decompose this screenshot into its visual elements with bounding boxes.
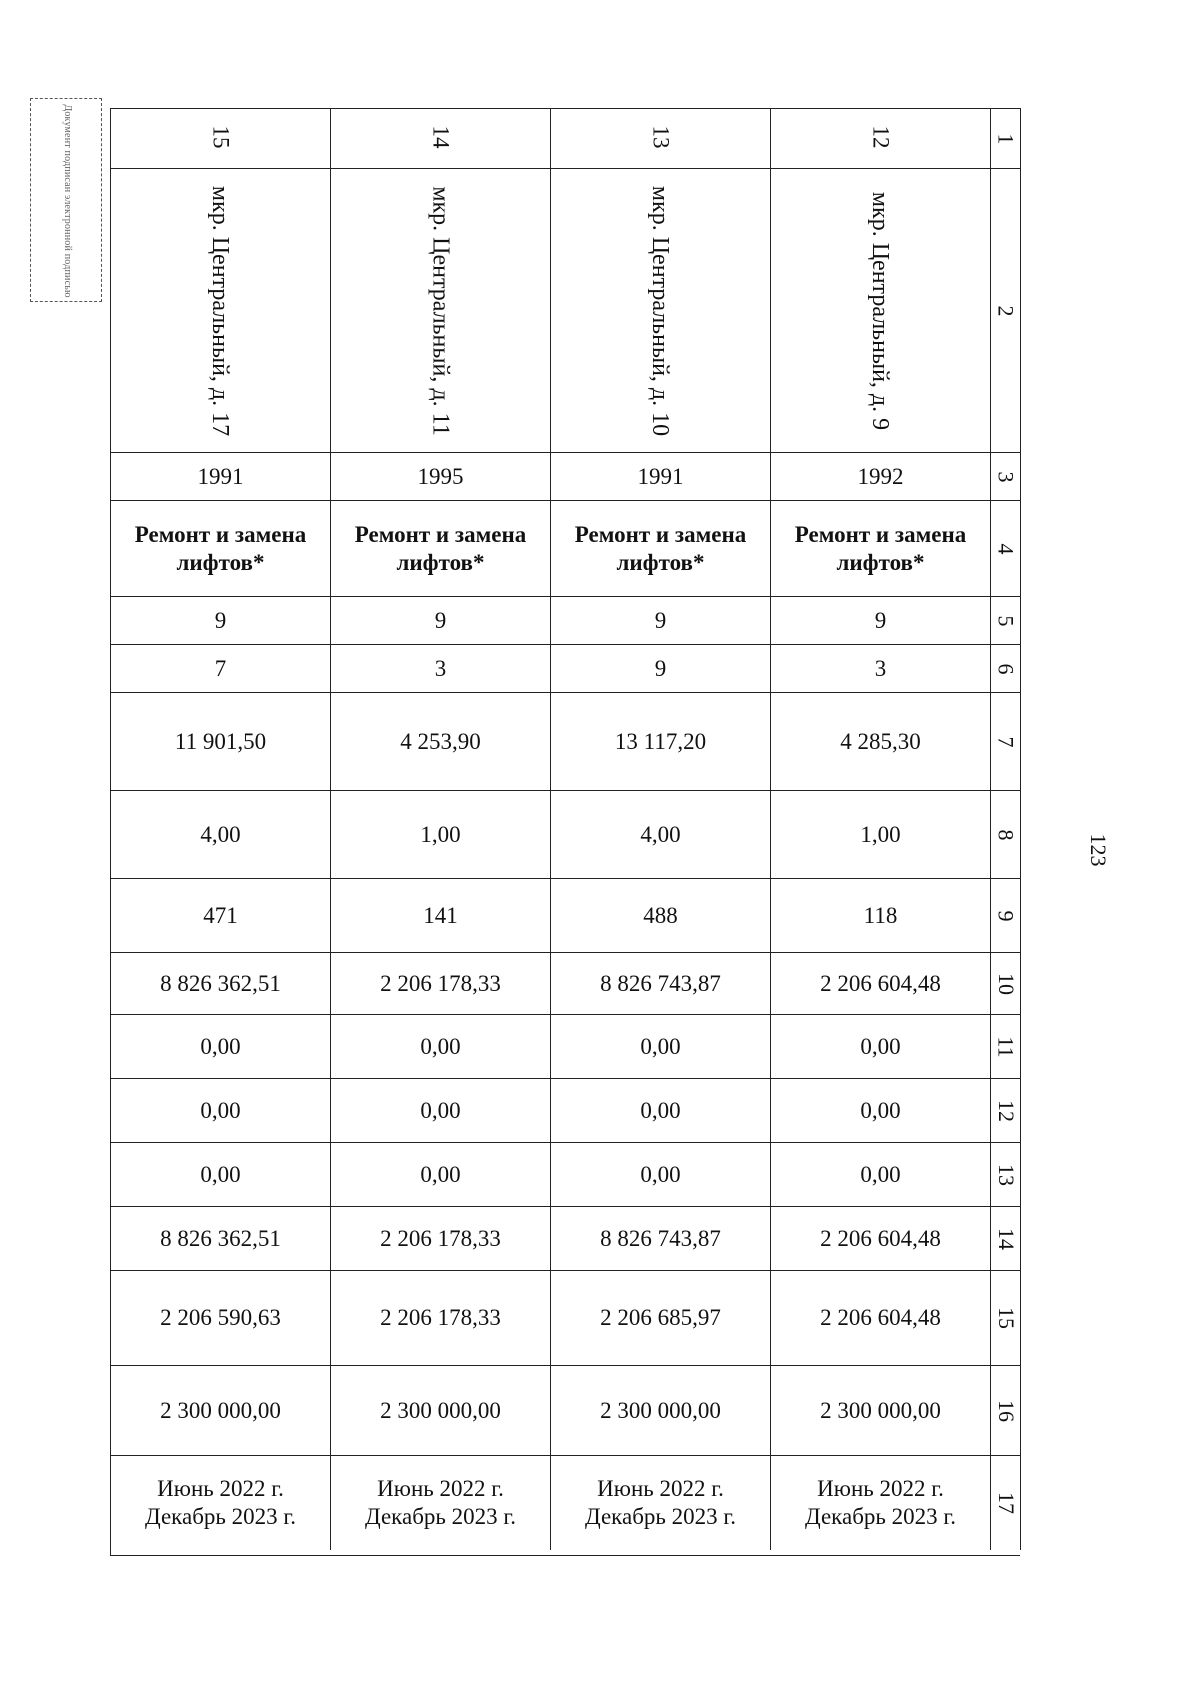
column-number: 6: [993, 663, 1019, 674]
cell-period: [551, 1455, 771, 1550]
cell-value-14: [331, 1206, 551, 1270]
area-text: 4 253,90: [400, 728, 481, 754]
value-16-text: 2 300 000,00: [160, 1397, 281, 1423]
column-number-cell: [991, 1142, 1021, 1206]
cell-floors: [551, 596, 771, 644]
column-number-cell: [991, 1455, 1021, 1550]
column-number: 11: [993, 1035, 1019, 1058]
column-number-cell: [991, 692, 1021, 790]
column-number-cell: [991, 168, 1021, 452]
value-16-text: 2 300 000,00: [820, 1397, 941, 1423]
column-number-cell: [991, 1365, 1021, 1455]
cell-entrances: [771, 644, 991, 692]
column-number-cell: [991, 952, 1021, 1014]
cell-area: [771, 692, 991, 790]
year-text: 1992: [857, 463, 904, 489]
cell-work-type: [551, 500, 771, 596]
period-text: Июнь 2022 г. Декабрь 2023 г.: [585, 1476, 736, 1529]
column-number-cell: [991, 1078, 1021, 1142]
cell-value-11: [331, 1014, 551, 1078]
cell-total-cost: [551, 952, 771, 1014]
area-text: 4 285,30: [840, 728, 921, 754]
cell-value-13: [111, 1142, 331, 1206]
residents-text: 488: [643, 902, 678, 928]
work-type-text: Ремонт и замена лифтов*: [574, 521, 747, 575]
cell-value-11: [551, 1014, 771, 1078]
column-number-cell: [991, 596, 1021, 644]
value-14-text: 8 826 362,51: [160, 1225, 281, 1251]
units-text: 1,00: [420, 821, 461, 847]
area-text: 13 117,20: [614, 728, 707, 754]
work-type-text: Ремонт и замена лифтов*: [794, 521, 967, 575]
total-cost-text: 2 206 604,48: [820, 970, 941, 996]
year-text: 1991: [637, 463, 684, 489]
row-number-text: 14: [428, 125, 454, 149]
cell-value-15: [331, 1270, 551, 1365]
cell-total-cost: [771, 952, 991, 1014]
column-number: 1: [993, 133, 1019, 144]
cell-year: [331, 452, 551, 500]
cell-units: [331, 790, 551, 878]
cell-floors: [331, 596, 551, 644]
column-number: 12: [993, 1099, 1019, 1122]
entrances-text: 3: [874, 655, 887, 681]
row-number-text: 15: [208, 125, 234, 149]
cell-area: [331, 692, 551, 790]
cell-work-type: [771, 500, 991, 596]
cell-address: [551, 168, 771, 452]
cell-value-11: [771, 1014, 991, 1078]
period-text: Июнь 2022 г. Декабрь 2023 г.: [805, 1476, 956, 1529]
column-number: 13: [993, 1163, 1019, 1186]
cell-period: [771, 1455, 991, 1550]
cell-units: [111, 790, 331, 878]
cell-total-cost: [331, 952, 551, 1014]
address-text: мкр. Центральный, д. 9: [867, 191, 894, 430]
cell-units: [551, 790, 771, 878]
cell-value-13: [331, 1142, 551, 1206]
column-number: 16: [993, 1399, 1019, 1422]
value-12-text: 0,00: [420, 1097, 461, 1123]
residents-text: 471: [203, 902, 238, 928]
value-13-text: 0,00: [640, 1161, 681, 1187]
value-13-text: 0,00: [200, 1161, 241, 1187]
column-number: 4: [993, 543, 1019, 554]
column-number: 3: [993, 471, 1019, 482]
value-14-text: 8 826 743,87: [600, 1225, 721, 1251]
cell-period: [331, 1455, 551, 1550]
total-cost-text: 2 206 178,33: [380, 970, 501, 996]
column-number-cell: [991, 108, 1021, 168]
value-11-text: 0,00: [200, 1033, 241, 1059]
year-text: 1991: [197, 463, 244, 489]
value-11-text: 0,00: [640, 1033, 681, 1059]
period-text: Июнь 2022 г. Декабрь 2023 г.: [145, 1476, 296, 1529]
value-15-text: 2 206 178,33: [380, 1305, 501, 1330]
column-number: 5: [993, 615, 1019, 626]
cell-value-12: [771, 1078, 991, 1142]
cell-value-16: [111, 1365, 331, 1455]
cell-value-16: [331, 1365, 551, 1455]
cell-address: [111, 168, 331, 452]
cell-residents: [771, 878, 991, 952]
floors-text: 9: [654, 607, 667, 633]
residents-text: 141: [423, 902, 458, 928]
cell-entrances: [111, 644, 331, 692]
cell-year: [771, 452, 991, 500]
address-text: мкр. Центральный, д. 11: [427, 185, 454, 436]
cell-work-type: [111, 500, 331, 596]
column-number-cell: [991, 1206, 1021, 1270]
value-15-text: 2 206 590,63: [160, 1305, 281, 1330]
units-text: 1,00: [860, 821, 901, 847]
cell-value-16: [551, 1365, 771, 1455]
address-text: мкр. Центральный, д. 17: [207, 185, 234, 436]
value-11-text: 0,00: [420, 1033, 461, 1059]
entrances-text: 3: [434, 655, 447, 681]
cell-value-13: [771, 1142, 991, 1206]
cell-value-12: [331, 1078, 551, 1142]
area-text: 11 901,50: [174, 728, 267, 754]
column-number: 10: [993, 972, 1019, 995]
column-number-cell: [991, 500, 1021, 596]
cell-value-15: [771, 1270, 991, 1365]
entrances-text: 7: [214, 655, 227, 681]
value-14-text: 2 206 178,33: [380, 1225, 501, 1251]
cell-area: [551, 692, 771, 790]
cell-address: [771, 168, 991, 452]
column-number-cell: [991, 790, 1021, 878]
cell-residents: [331, 878, 551, 952]
row-number-text: 13: [648, 125, 674, 149]
column-number-cell: [991, 452, 1021, 500]
cell-value-12: [111, 1078, 331, 1142]
value-12-text: 0,00: [860, 1097, 901, 1123]
cell-value-14: [771, 1206, 991, 1270]
cell-units: [771, 790, 991, 878]
lift-repair-table: [110, 108, 1020, 1556]
stamp-text: Документ подписан электронной подписью: [62, 104, 73, 298]
floors-text: 9: [214, 607, 227, 633]
column-number-cell: [991, 878, 1021, 952]
period-text: Июнь 2022 г. Декабрь 2023 г.: [365, 1476, 516, 1529]
electronic-signature-stamp: [30, 98, 102, 302]
cell-year: [551, 452, 771, 500]
value-16-text: 2 300 000,00: [600, 1397, 721, 1423]
value-12-text: 0,00: [640, 1097, 681, 1123]
row-number-text: 12: [868, 125, 894, 149]
cell-entrances: [331, 644, 551, 692]
address-text: мкр. Центральный, д. 10: [647, 185, 674, 436]
cell-value-14: [551, 1206, 771, 1270]
column-number-cell: [991, 1014, 1021, 1078]
cell-value-16: [771, 1365, 991, 1455]
value-14-text: 2 206 604,48: [820, 1225, 941, 1251]
column-number: 17: [993, 1492, 1019, 1514]
cell-total-cost: [111, 952, 331, 1014]
residents-text: 118: [863, 902, 898, 928]
value-15-text: 2 206 685,97: [600, 1305, 721, 1330]
column-number-cell: [991, 1270, 1021, 1365]
column-number: 9: [993, 910, 1019, 921]
cell-value-12: [551, 1078, 771, 1142]
cell-row-number: [771, 108, 991, 168]
column-number: 8: [993, 829, 1019, 840]
column-number: 7: [993, 736, 1019, 747]
cell-work-type: [331, 500, 551, 596]
column-number: 15: [993, 1307, 1019, 1329]
value-16-text: 2 300 000,00: [380, 1397, 501, 1423]
cell-value-15: [551, 1270, 771, 1365]
entrances-text: 9: [654, 655, 667, 681]
cell-address: [331, 168, 551, 452]
cell-value-15: [111, 1270, 331, 1365]
total-cost-text: 8 826 362,51: [160, 970, 281, 996]
value-13-text: 0,00: [860, 1161, 901, 1187]
cell-value-13: [551, 1142, 771, 1206]
column-number: 14: [993, 1227, 1019, 1250]
floors-text: 9: [434, 607, 447, 633]
cell-floors: [771, 596, 991, 644]
value-11-text: 0,00: [860, 1033, 901, 1059]
cell-row-number: [331, 108, 551, 168]
cell-value-11: [111, 1014, 331, 1078]
cell-entrances: [551, 644, 771, 692]
column-number: 2: [993, 305, 1019, 316]
total-cost-text: 8 826 743,87: [600, 970, 721, 996]
cell-residents: [111, 878, 331, 952]
cell-area: [111, 692, 331, 790]
column-number-cell: [991, 644, 1021, 692]
cell-period: [111, 1455, 331, 1550]
units-text: 4,00: [640, 821, 681, 847]
units-text: 4,00: [200, 821, 241, 847]
page-number: 123: [1086, 833, 1111, 867]
cell-row-number: [111, 108, 331, 168]
work-type-text: Ремонт и замена лифтов*: [134, 521, 307, 575]
cell-floors: [111, 596, 331, 644]
cell-value-14: [111, 1206, 331, 1270]
cell-year: [111, 452, 331, 500]
value-13-text: 0,00: [420, 1161, 461, 1187]
cell-row-number: [551, 108, 771, 168]
floors-text: 9: [874, 607, 887, 633]
value-12-text: 0,00: [200, 1097, 241, 1123]
value-15-text: 2 206 604,48: [820, 1305, 941, 1330]
work-type-text: Ремонт и замена лифтов*: [354, 521, 527, 575]
cell-residents: [551, 878, 771, 952]
year-text: 1995: [417, 463, 464, 489]
